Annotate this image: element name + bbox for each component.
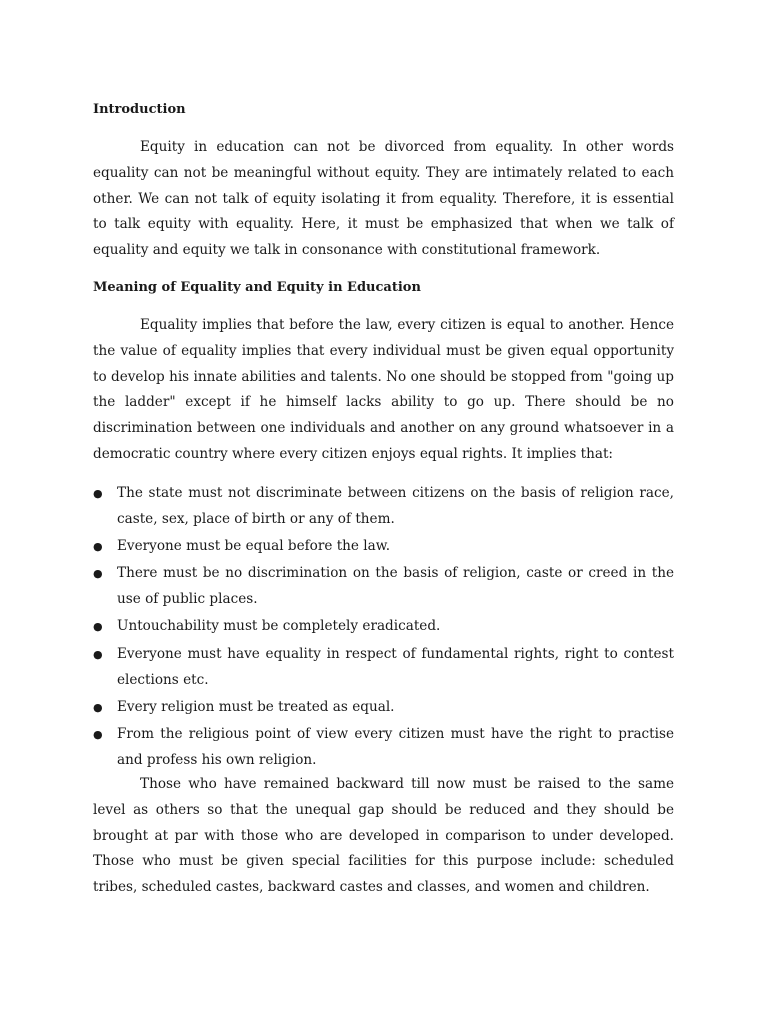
bullet-text: Untouchability must be completely eradicated. xyxy=(117,618,441,635)
bullet-item xyxy=(93,481,674,533)
bullet-icon: ● xyxy=(93,647,103,661)
bullet-text: From the religious point of view every citizen must have the right to practise and profess his own religion. xyxy=(117,726,674,768)
bullet-icon: ● xyxy=(93,728,103,742)
bullet-text: Every religion must be treated as equal. xyxy=(117,698,395,715)
closing-paragraph: Those who have remained backward till now must be raised to the same level as others so that the unequal gap should be reduced and they should be brought at par with those who are developed in comparison to under developed. Those who must be given special facilities for this purpose include: scheduled tribes, scheduled castes, backward castes and classes, and women and children. xyxy=(93,776,674,896)
bullet-icon: ● xyxy=(93,487,103,500)
bullet-item xyxy=(93,534,674,560)
bullet-item xyxy=(93,642,674,694)
meaning-paragraph: Equality implies that before the law, every citizen is equal to another. Hence the value of equality implies that every individual must be given equal opportunity to develop his innate abilities and talents. No one should be stopped from "going up the ladder" except if he himself lacks ability to go up. There should be no discrimination between one individuals and another on any ground whatsoever in a democratic country where every citizen enjoys equal rights. It implies that: xyxy=(93,317,674,462)
bullet-icon: ● xyxy=(93,567,103,581)
bullet-list xyxy=(93,481,674,775)
bullet-icon: ● xyxy=(93,620,103,634)
bullet-item xyxy=(93,561,674,613)
bullet-item xyxy=(93,695,674,721)
bullet-text: The state must not discriminate between citizens on the basis of religion race, caste, sex, place of birth or any of them. xyxy=(117,485,674,527)
bullet-icon: ● xyxy=(93,700,103,714)
bullet-item xyxy=(93,614,674,640)
bullet-text: Everyone must be equal before the law. xyxy=(117,538,391,555)
bullet-icon: ● xyxy=(93,540,103,554)
intro-paragraph: Equity in education can not be divorced from equality. In other words equality can not be meaningful without equity. They are intimately related to each other. We can not talk of equity isolating it from equality. Therefore, it is essential to talk equity with equality. Here, it must be emphasized that when we talk of equality and equity we talk in consonance with constitutional framework. xyxy=(93,139,674,259)
section-heading-meaning: Meaning of Equality and Equity in Education xyxy=(93,280,421,295)
bullet-text: Everyone must have equality in respect of fundamental rights, right to contest elections etc. xyxy=(117,645,674,688)
section-heading-introduction: Introduction xyxy=(93,102,186,117)
bullet-text: There must be no discrimination on the basis of religion, caste or creed in the use of public places. xyxy=(117,565,674,608)
bullet-item xyxy=(93,722,674,774)
